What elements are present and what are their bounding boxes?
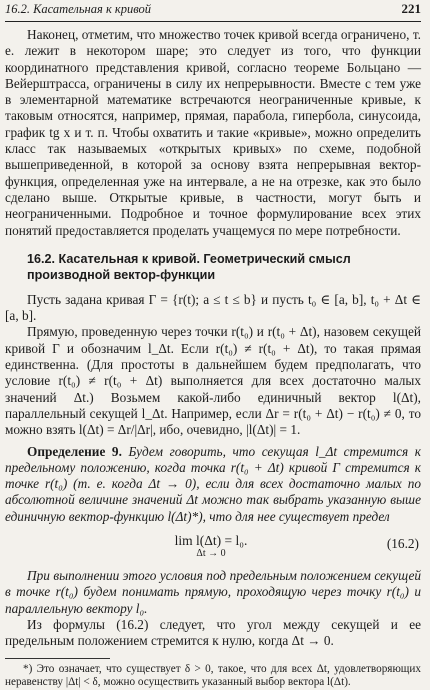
footnote: *) Это означает, что существует δ > 0, такое, что для всех Δt, удовлетворяющих неравенству |Δt| < δ, можно осуществить указанный выбор вектора l(Δt). [5,662,421,688]
definition-label: Определение 9. [27,443,122,459]
formula-expression: lim l(Δt) = l₀. [174,533,248,549]
formula-body [175,533,252,559]
formula-16-2 [5,532,421,560]
formula-limit-subscript: Δt → 0 [196,548,226,560]
formula-number: (16.2) [386,536,419,552]
running-header [5,0,421,21]
formula-limit [175,533,248,559]
paragraph-intro: Наконец, отметим, что множество точек кривой всегда ограничено, т. е. лежит в некотором шаре; это следует из того, что функции координатного представления кривой, согласно теореме Больцано — Вейерштрасса, ограничены в силу их непрерывности. Вместе с тем уже в элементарной математике встречаются неограниченные кривые, к таковым относятся, например, прямая, парабола, гипербола, синусоида, график tg x и т. п. Чтобы охватить и такие «кривые», можно определить класс так называемых «открытых кривых» по схеме, подобной вышеприведенной, в которой за основу взята непрерывная вектор-функция, определенная уже на интервале, а не на отрезке, как это было сделано выше. Открытые кривые, в частности, могут быть и неограниченными. Подробное и точное формулирование всех этих понятий предоставляется проделать учащемуся по мере потребности. [5,27,421,238]
header-rule [5,21,421,22]
paragraph-limit-position: При выполнении этого условия под предельным положением секущей в точке r(t₀) будем понимать прямую, проходящую через точку r(t₀) и параллельную вектору l₀. [5,568,421,616]
running-title: 16.2. Касательная к кривой [5,2,152,16]
section-heading: 16.2. Касательная к кривой. Геометрический смысл производной вектор-функции [27,251,351,282]
page-number: 221 [401,1,421,16]
definition-text: Будем говорить, что секущая l_Δt стремится к предельному положению, когда точка r(t₀ + Δt) кривой Γ стремится к точке r(t₀) (т. е. когда Δt → 0), если для всех достаточно малых по абсолютной величине значений Δt можно так выбрать указанную выше единичную вектор-функцию l(Δt)*), что для нее существует предел [5,443,422,524]
paragraph-curve-def: Пусть задана кривая Γ = {r(t); a ≤ t ≤ b} и пусть t₀ ∈ [a, b], t₀ + Δt ∈ [a, b]. [5,291,421,324]
paragraph-angle: Из формулы (16.2) следует, что угол между секущей и ее предельным положением стремится к нулю, когда Δt → 0. [5,616,421,649]
paragraph-secant: Прямую, проведенную через точки r(t₀) и r(t₀ + Δt), назовем секущей кривой Γ и обозначим l_Δt. Если r(t₀) ≠ r(t₀ + Δt), то такая прямая единственна. (Для простоты в дальнейшем будем предполагать, что условие r(t₀) ≠ r(t₀ + Δt) выполняется для всех достаточно малых значений Δt.) Возьмем какой-либо единичный вектор l(Δt), параллельный секущей l_Δt. Например, если Δr = r(t₀ + Δt) − r(t₀) ≠ 0, то можно взять l(Δt) = Δr/|Δr|, ибо, очевидно, |l(Δt)| = 1. [5,324,421,438]
footnote-rule [5,658,110,659]
definition-9 [5,444,421,525]
